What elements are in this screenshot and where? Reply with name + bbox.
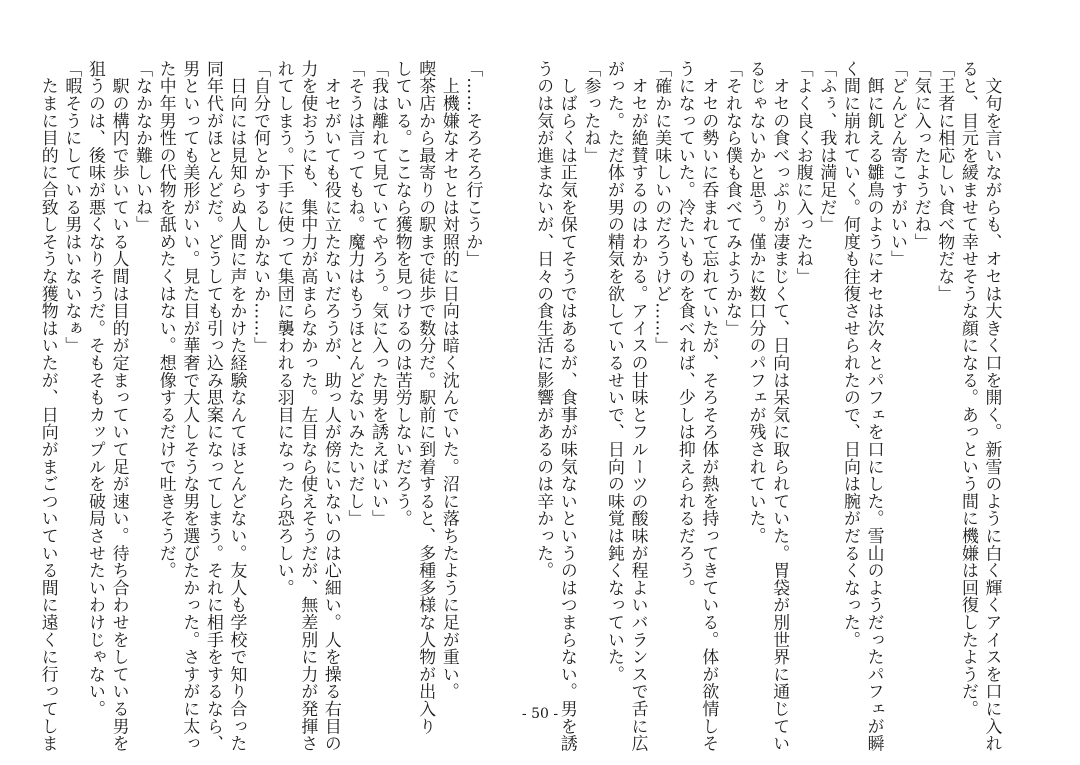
text-line: 「暇そうにしている男はいないなぁ」 (62, 60, 83, 355)
text-line: 「確かに美味しいのだろうけど……」 (652, 60, 673, 355)
text-line: 「よく良くお腹に入ったね」 (794, 60, 815, 285)
text-line: オセがいても役に立たないだろうが、助っ人が傍にいないのは心細い。人を操る右目の (322, 60, 343, 752)
text-line: 「王者に相応しい食べ物だな」 (935, 60, 956, 303)
text-line: 日向には見知らぬ人間に声をかけた経験なんてほとんどない。友人も学校で知り合った (228, 60, 248, 752)
text-line: 「なかなか難しいね」 (133, 60, 154, 233)
text-line (509, 60, 533, 700)
text-line: 「気に入ったようだね」 (912, 60, 933, 251)
text-line: 「参ったね」 (581, 60, 602, 164)
text-line: 「我は離れて見ていてやろう。気に入った男を誘えばいい」 (369, 60, 390, 528)
text-line: ると、目元を緩ませて幸せそうな顔になる。あっという間に機嫌は回復したようだ。 (959, 60, 980, 718)
text-line: しばらくは正気を保てそうではあるが、食事が味気ないというのはつまらない。男を誘 (558, 60, 579, 752)
text-line: 「どんどん寄こすがいい」 (888, 60, 909, 268)
text-line: 男といっても美形がいい。見た目が華奢で大人しそうな男を選びたかった。さすがに太っ (180, 60, 201, 752)
text-line: た中年男性の代物を舐めたくはない。想像するだけで吐きそうだ。 (157, 60, 178, 579)
text-line: 「……そろそろ行こうか」 (463, 60, 484, 268)
text-line: がった。ただ体が男の精気を欲しているせいで、日向の味覚は鈍くなっていた。 (605, 60, 626, 683)
text-line: 「自分で何とかするしかないか……」 (251, 60, 272, 355)
text-line: たまに目的に合致しそうな獲物はいたが、日向がまごついている間に遠くに行ってしま (39, 60, 60, 752)
text-line: 駅の構内で歩いている人間は目的が定まっていて足が速い。待ち合わせをしている男を (110, 60, 131, 752)
text-line: 狙うのは、後味が悪くなりそうだ。そもそもカップルを破局させたいわけじゃない。 (86, 60, 107, 718)
page-number: - 50 - (521, 706, 559, 722)
text-line: 文句を言いながらも、オセは大きく口を開く。新雪のように白く輝くアイスを口に入れ (983, 60, 1003, 752)
text-line: 「そうは言ってもね。魔力はもうほとんどないみたいだし」 (345, 60, 366, 528)
text-line: く間に崩れていく。何度も往復させられたので、日向は腕がだるくなった。 (841, 60, 862, 649)
text-line: 力を使おうにも、集中力が高まらなかった。左目なら使えそうだが、無差別に力が発揮さ (298, 60, 319, 752)
text-line: 同年代がほとんどだ。どうしても引っ込み思案になってしまう。それに相手をするなら、 (204, 60, 225, 752)
text-line (485, 60, 509, 700)
text-line: 喫茶店から最寄りの駅まで徒歩で数分だ。駅前に到着すると、多種多様な人物が出入り (416, 60, 437, 735)
text-line: 「ふぅ、我は満足だ」 (817, 60, 838, 233)
text-line: オセが絶賛するのはわかる。アイスの甘味とフルーツの酸味が程よいバランスで舌に広 (629, 60, 650, 752)
text-line: うのは気が進まないが、日々の食生活に影響があるのは辛かった。 (534, 60, 555, 579)
text-line: している。ここなら獲物を見つけるのは苦労しないだろう。 (393, 60, 414, 528)
text-line: うになっていた。冷たいものを食べれば、少しは抑えられるだろう。 (676, 60, 697, 597)
text-line: オセの食べっぷりが凄まじくて、日向は呆気に取られていた。胃袋が別世界に通じてい (770, 60, 791, 752)
text-line: 「それなら僕も食べてみようかな」 (723, 60, 744, 337)
text-line: れてしまう。下手に使って集団に襲われる羽目になったら恐ろしい。 (275, 60, 296, 597)
text-line: るじゃないかと思う。僅かに数口分のパフェが残されていた。 (747, 60, 768, 545)
text-line: オセの勢いに呑まれて忘れていたが、そろそろ体が熱を持ってきている。体が欲情しそ (699, 60, 720, 752)
text-line: 餌に飢える雛鳥のようにオセは次々とパフェを口にした。雪山のようだったパフェが瞬 (865, 60, 886, 752)
text-line: 上機嫌なオセとは対照的に日向は暗く沈んでいた。沼に落ちたように足が重い。 (440, 60, 461, 701)
